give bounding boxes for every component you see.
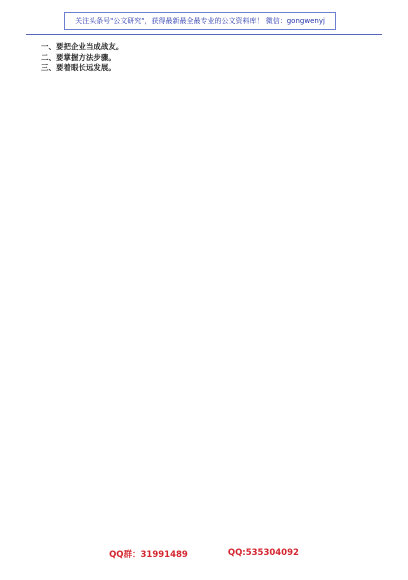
paragraph-5 <box>26 63 382 74</box>
promo-banner <box>64 12 336 30</box>
paragraph-lead: 三、要着眼长远发展。 <box>41 63 116 72</box>
promo-banner-text: 关注头条号"公文研究"，获得最新最全最专业的公文资料库！ 微信：gongwenyj <box>75 17 325 25</box>
paragraph-4 <box>26 53 382 64</box>
paragraph-3 <box>26 42 382 53</box>
qq-group-text: QQ群：31991489 <box>109 550 188 560</box>
paragraph-lead: 一、要把企业当成战友。 <box>41 42 124 51</box>
contact-footer <box>0 548 408 562</box>
qq-text: QQ:535304092 <box>227 548 299 558</box>
header-rule <box>26 34 382 35</box>
paragraph-lead: 二、要掌握方法步骤。 <box>41 52 116 62</box>
article-body <box>26 42 382 542</box>
